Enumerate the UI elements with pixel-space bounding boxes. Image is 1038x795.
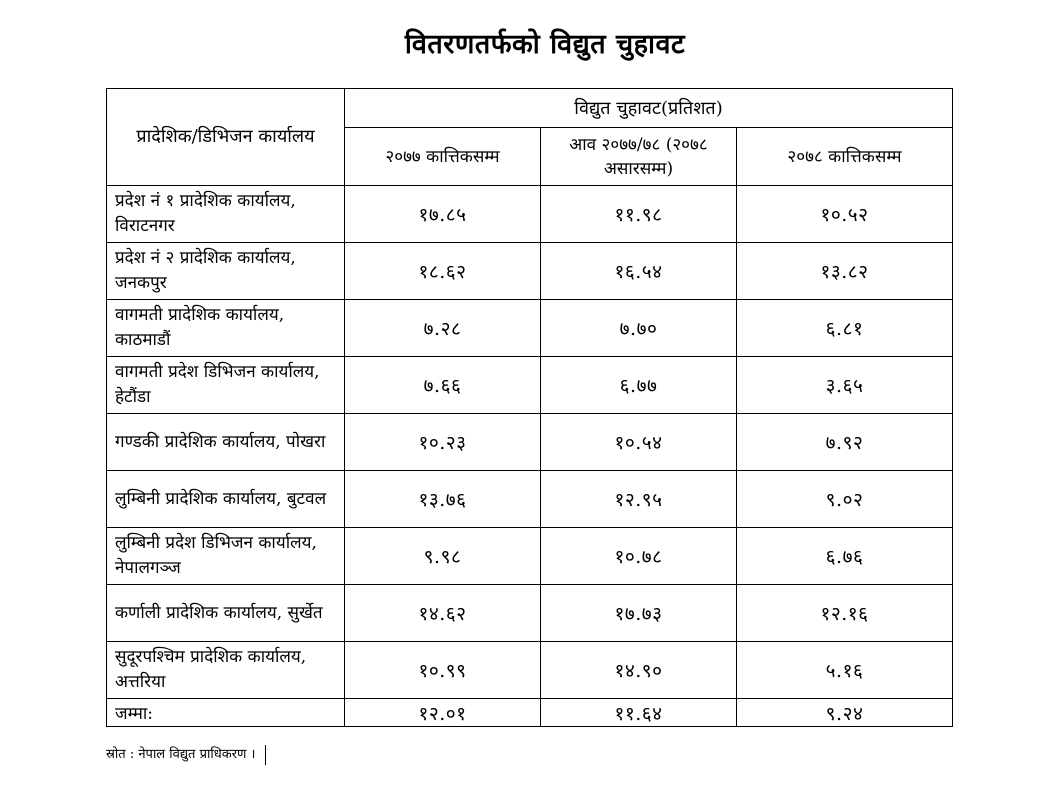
table-row [107,471,953,528]
office-name: प्रदेश नं २ प्रादेशिक कार्यालय, जनकपुर [107,243,345,300]
table-row [107,186,953,243]
value-cell: १३.७६ [345,471,541,528]
total-value-cell: ११.६४ [541,699,737,727]
page-title [0,24,1038,61]
value-cell: ९.९८ [345,528,541,585]
value-cell: १०.९९ [345,642,541,699]
column-header-2077-kartik: २०७७ कात्तिकसम्म [345,128,541,186]
electricity-leakage-table [106,88,953,727]
value-cell: १४.६२ [345,585,541,642]
table-row [107,528,953,585]
value-cell: १८.६२ [345,243,541,300]
office-name: गण्डकी प्रादेशिक कार्यालय, पोखरा [107,414,345,471]
office-name: वागमती प्रादेशिक कार्यालय, काठमाडौं [107,300,345,357]
text-cursor [265,745,266,765]
office-name: वागमती प्रदेश डिभिजन कार्यालय, हेटौंडा [107,357,345,414]
table-row [107,300,953,357]
value-cell: ७.९२ [737,414,953,471]
source-text: स्रोत : नेपाल विद्युत प्राधिकरण । [106,747,256,762]
value-cell: १७.८५ [345,186,541,243]
value-cell: ११.९८ [541,186,737,243]
total-row [107,699,953,727]
total-label: जम्मा: [107,699,345,727]
table-row [107,243,953,300]
value-cell: ६.७६ [737,528,953,585]
total-value-cell: १२.०१ [345,699,541,727]
office-column-header: प्रादेशिक/डिभिजन कार्यालय [107,89,345,186]
value-cell: १६.५४ [541,243,737,300]
office-name: कर्णाली प्रादेशिक कार्यालय, सुर्खेत [107,585,345,642]
office-name: लुम्बिनी प्रदेश डिभिजन कार्यालय, नेपालगञ्ज [107,528,345,585]
value-cell: ७.२८ [345,300,541,357]
value-cell: १४.९० [541,642,737,699]
value-cell: १३.८२ [737,243,953,300]
value-cell: १०.५२ [737,186,953,243]
table-row [107,642,953,699]
leakage-group-header: विद्युत चुहावट(प्रतिशत) [345,89,953,128]
source-note [106,744,266,765]
value-cell: ५.१६ [737,642,953,699]
table-row [107,357,953,414]
value-cell: १०.२३ [345,414,541,471]
office-name: लुम्बिनी प्रादेशिक कार्यालय, बुटवल [107,471,345,528]
office-name: प्रदेश नं १ प्रादेशिक कार्यालय, विराटनगर [107,186,345,243]
column-header-2078-kartik: २०७८ कात्तिकसम्म [737,128,953,186]
value-cell: ३.६५ [737,357,953,414]
value-cell: १०.५४ [541,414,737,471]
office-name: सुदूरपश्चिम प्रादेशिक कार्यालय, अत्तरिया [107,642,345,699]
value-cell: १२.१६ [737,585,953,642]
value-cell: १२.९५ [541,471,737,528]
value-cell: ६.७७ [541,357,737,414]
value-cell: १०.७८ [541,528,737,585]
value-cell: ६.८१ [737,300,953,357]
value-cell: १७.७३ [541,585,737,642]
table-row [107,414,953,471]
value-cell: ७.७० [541,300,737,357]
total-value-cell: ९.२४ [737,699,953,727]
page-title-text: वितरणतर्फको विद्युत चुहावट [404,29,686,60]
value-cell: ९.०२ [737,471,953,528]
table-row [107,585,953,642]
value-cell: ७.६६ [345,357,541,414]
column-header-fy-2077-78: आव २०७७/७८ (२०७८ असारसम्म) [541,128,737,186]
